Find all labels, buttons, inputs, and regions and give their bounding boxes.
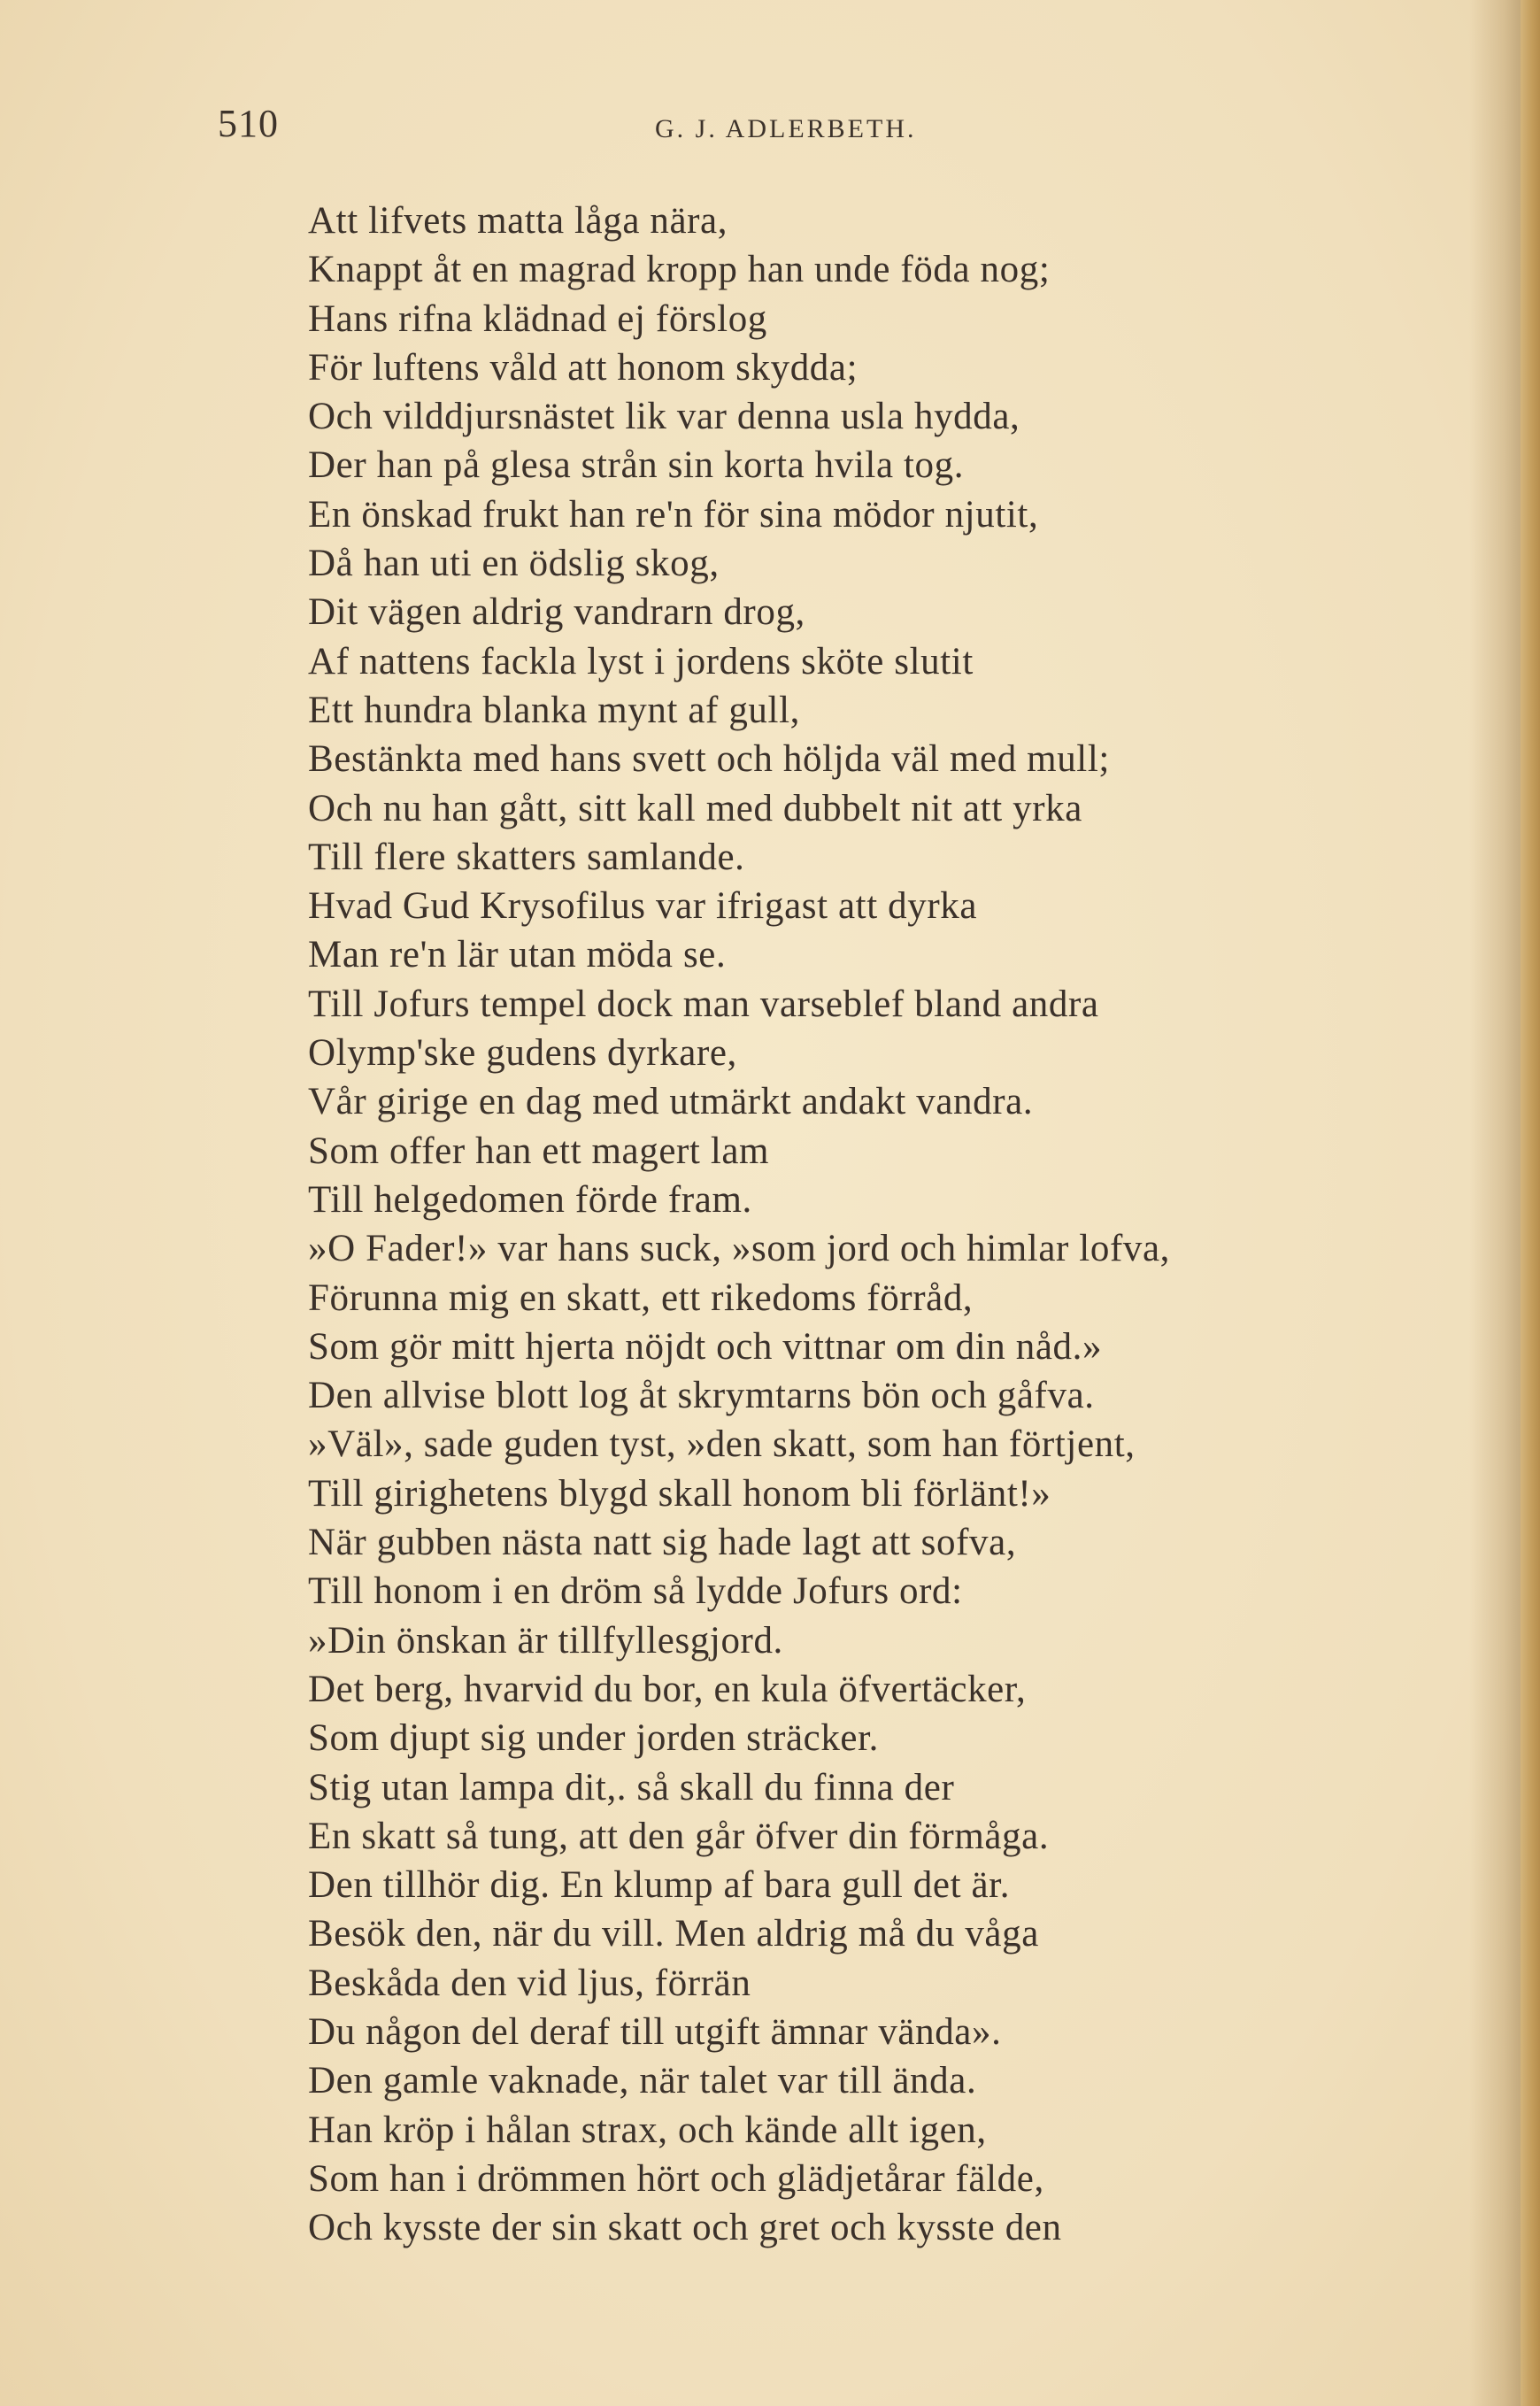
poem-line: En önskad frukt han re'n för sina mödor njutit, [308, 493, 1039, 536]
poem-line: Den allvise blott log åt skrymtarns bön och gåfva. [308, 1375, 1095, 1417]
poem-line: Han kröp i hålan strax, och kände allt igen, [308, 2109, 987, 2151]
poem-line: För luftens våld att honom skydda; [308, 346, 859, 389]
poem-line: Till girighetens blygd skall honom bli förlänt!» [308, 1472, 1051, 1515]
poem-line: Och kysste der sin skatt och gret och kysste den [308, 2207, 1062, 2249]
poem-line: Man re'n lär utan möda se. [308, 934, 727, 976]
poem-line: En skatt så tung, att den går öfver din förmåga. [308, 1815, 1050, 1857]
poem-line: Till helgedomen förde fram. [308, 1178, 752, 1221]
poem-line: Hans rifna klädnad ej förslog [308, 297, 767, 340]
poem-line: Då han uti en ödslig skog, [308, 543, 720, 585]
poem-line: Förunna mig en skatt, ett rikedoms förråd, [308, 1276, 974, 1319]
poem-line: Den gamle vaknade, när talet var till ända. [308, 2060, 977, 2102]
poem-line: Knappt åt en magrad kropp han unde föda nog; [308, 249, 1051, 291]
poem-line: Som gör mitt hjerta nöjdt och vittnar om din nåd.» [308, 1325, 1103, 1368]
poem-line: Till honom i en dröm så lydde Jofurs ord: [308, 1570, 963, 1613]
poem-line: Besök den, när du vill. Men aldrig må du våga [308, 1913, 1039, 1955]
page-edge [1521, 0, 1540, 2406]
poem-line: Till flere skatters samlande. [308, 836, 745, 878]
page-header [0, 99, 1540, 152]
poem-line: Den tillhör dig. En klump af bara gull det är. [308, 1864, 1011, 1907]
poem-text [308, 197, 1485, 2252]
poem-line: Beskåda den vid ljus, förrän [308, 1962, 751, 2004]
poem-line: Och nu han gått, sitt kall med dubbelt nit att yrka [308, 787, 1082, 829]
poem-line: Till Jofurs tempel dock man varseblef bland andra [308, 983, 1099, 1025]
poem-line: Bestänkta med hans svett och höljda väl med mull; [308, 738, 1110, 781]
poem-line: Som han i drömmen hört och glädjetårar fälde, [308, 2157, 1044, 2200]
poem-line: »O Fader!» var hans suck, »som jord och himlar lofva, [308, 1228, 1170, 1270]
page-number: 510 [218, 102, 279, 145]
poem-line: Som djupt sig under jorden sträcker. [308, 1717, 879, 1760]
poem-line: »Väl», sade guden tyst, »den skatt, som han förtjent, [308, 1423, 1136, 1466]
poem-line: Som offer han ett magert lam [308, 1130, 770, 1172]
poem-line: Att lifvets matta låga nära, [308, 200, 728, 242]
poem-line: Stig utan lampa dit,. så skall du finna der [308, 1766, 955, 1808]
poem-line: Dit vägen aldrig vandrarn drog, [308, 591, 805, 634]
poem-line: Olymp'ske gudens dyrkare, [308, 1032, 737, 1075]
poem-line: Det berg, hvarvid du bor, en kula öfvertäcker, [308, 1668, 1027, 1710]
poem-line: När gubben nästa natt sig hade lagt att sofva, [308, 1522, 1017, 1564]
poem-line: Ett hundra blanka mynt af gull, [308, 689, 800, 731]
running-head: G. J. ADLERBETH. [655, 114, 917, 143]
poem-line: Der han på glesa strån sin korta hvila tog. [308, 444, 965, 487]
poem-line: Vår girige en dag med utmärkt andakt vandra. [308, 1081, 1034, 1123]
poem-line: Och vilddjursnästet lik var denna usla hydda, [308, 396, 1020, 438]
poem-line: Hvad Gud Krysofilus var ifrigast att dyrka [308, 885, 978, 928]
poem-line: Du någon del deraf till utgift ämnar vända». [308, 2010, 1002, 2053]
poem-line: Af nattens fackla lyst i jordens sköte slutit [308, 640, 974, 682]
poem-line: »Din önskan är tillfyllesgjord. [308, 1619, 783, 1662]
